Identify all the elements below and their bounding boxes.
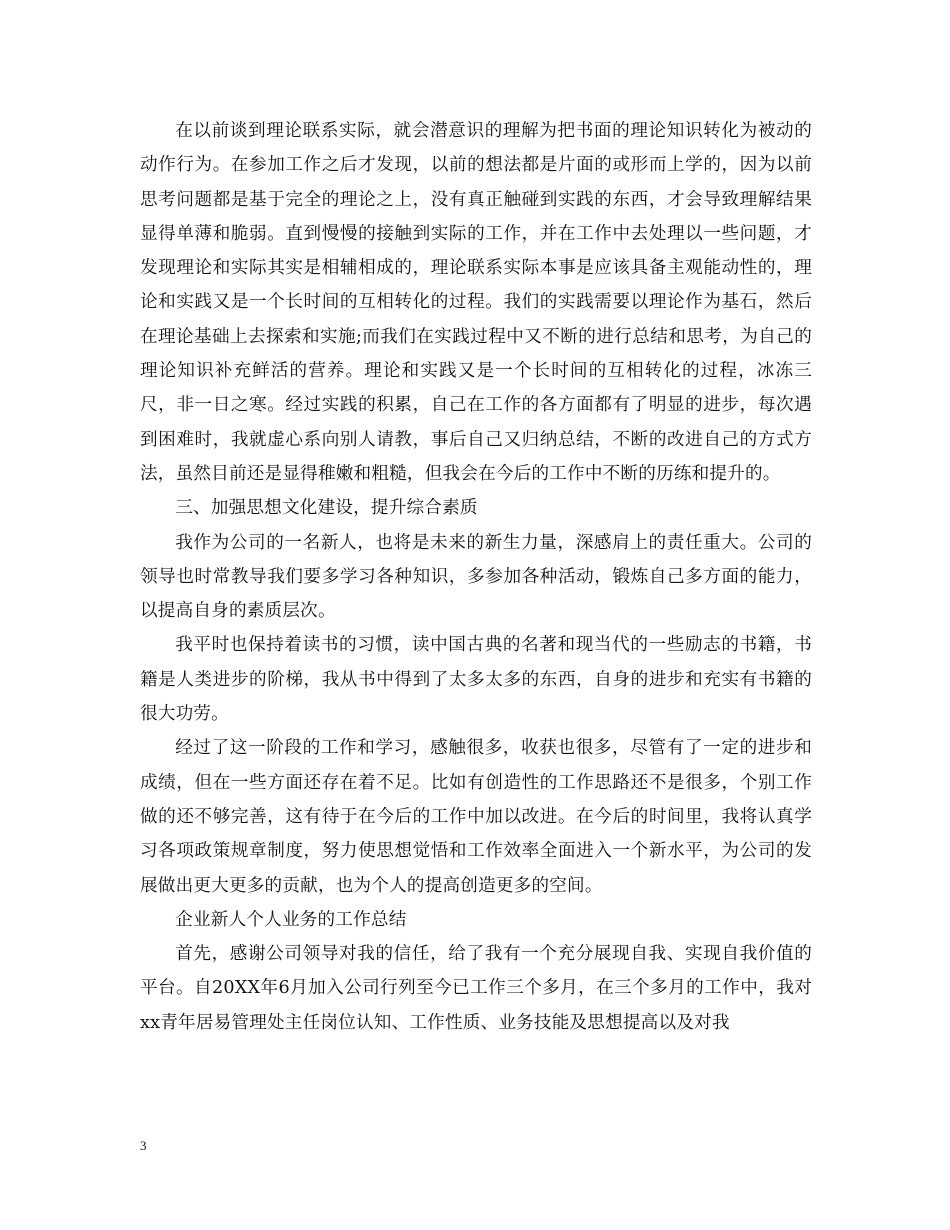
page-number: 3 [140,1138,147,1153]
paragraph-reading-habit: 我平时也保持着读书的习惯，读中国古典的名著和现当代的一些励志的书籍，书籍是人类进步的阶梯，我从书中得到了太多太多的东西，自身的进步和充实有书籍的很大功劳。 [140,635,812,725]
document-body [140,114,812,1040]
paragraph-new-member: 我作为公司的一名新人，也将是未来的新生力量，深感肩上的责任重大。公司的领导也时常教导我们要多学习各种知识，多参加各种活动，锻炼自己多方面的能力，以提高自身的素质层次。 [140,532,812,622]
section-title-summary: 企业新人个人业务的工作总结 [175,909,407,930]
section-heading-3: 三、加强思想文化建设，提升综合素质 [175,498,478,519]
paragraph-reflection: 经过了这一阶段的工作和学习，感触很多，收获也很多，尽管有了一定的进步和成绩，但在一些方面还存在着不足。比如有创造性的工作思路还不是很多，个别工作做的还不够完善，这有待于在今后的工作中加以改进。在今后的时间里，我将认真学习各项政策规章制度，努力使思想觉悟和工作效率全面进入一个新水平，为公司的发展做出更大更多的贡献，也为个人的提高创造更多的空间。 [140,738,812,896]
paragraph-theory-practice: 在以前谈到理论联系实际，就会潜意识的理解为把书面的理论知识转化为被动的动作行为。在参加工作之后才发现，以前的想法都是片面的或形而上学的，因为以前思考问题都是基于完全的理论之上，没有真正触碰到实践的东西，才会导致理解结果显得单薄和脆弱。直到慢慢的接触到实际的工作，并在工作中去处理以一些问题，才发现理论和实际其实是相辅相成的，理论联系实际本事是应该具备主观能动性的，理论和实践又是一个长时间的互相转化的过程。我们的实践需要以理论作为基石，然后在理论基础上去探索和实施;而我们在实践过程中又不断的进行总结和思考，为自己的理论知识补充鲜活的营养。理论和实践又是一个长时间的互相转化的过程，冰冻三尺，非一日之寒。经过实践的积累，自己在工作的各方面都有了明显的进步，每次遇到困难时，我就虚心系向别人请教，事后自己又归纳总结，不断的改进自己的方式方法，虽然目前还是显得稚嫩和粗糙，但我会在今后的工作中不断的历练和提升的。 [140,121,812,484]
paragraph-thanks: 首先，感谢公司领导对我的信任，给了我有一个充分展现自我、实现自我价值的平台。自20XX年6月加入公司行列至今已工作三个多月，在三个多月的工作中，我对xx青年居易管理处主任岗位认知、工作性质、业务技能及思想提高以及对我 [140,944,812,1033]
